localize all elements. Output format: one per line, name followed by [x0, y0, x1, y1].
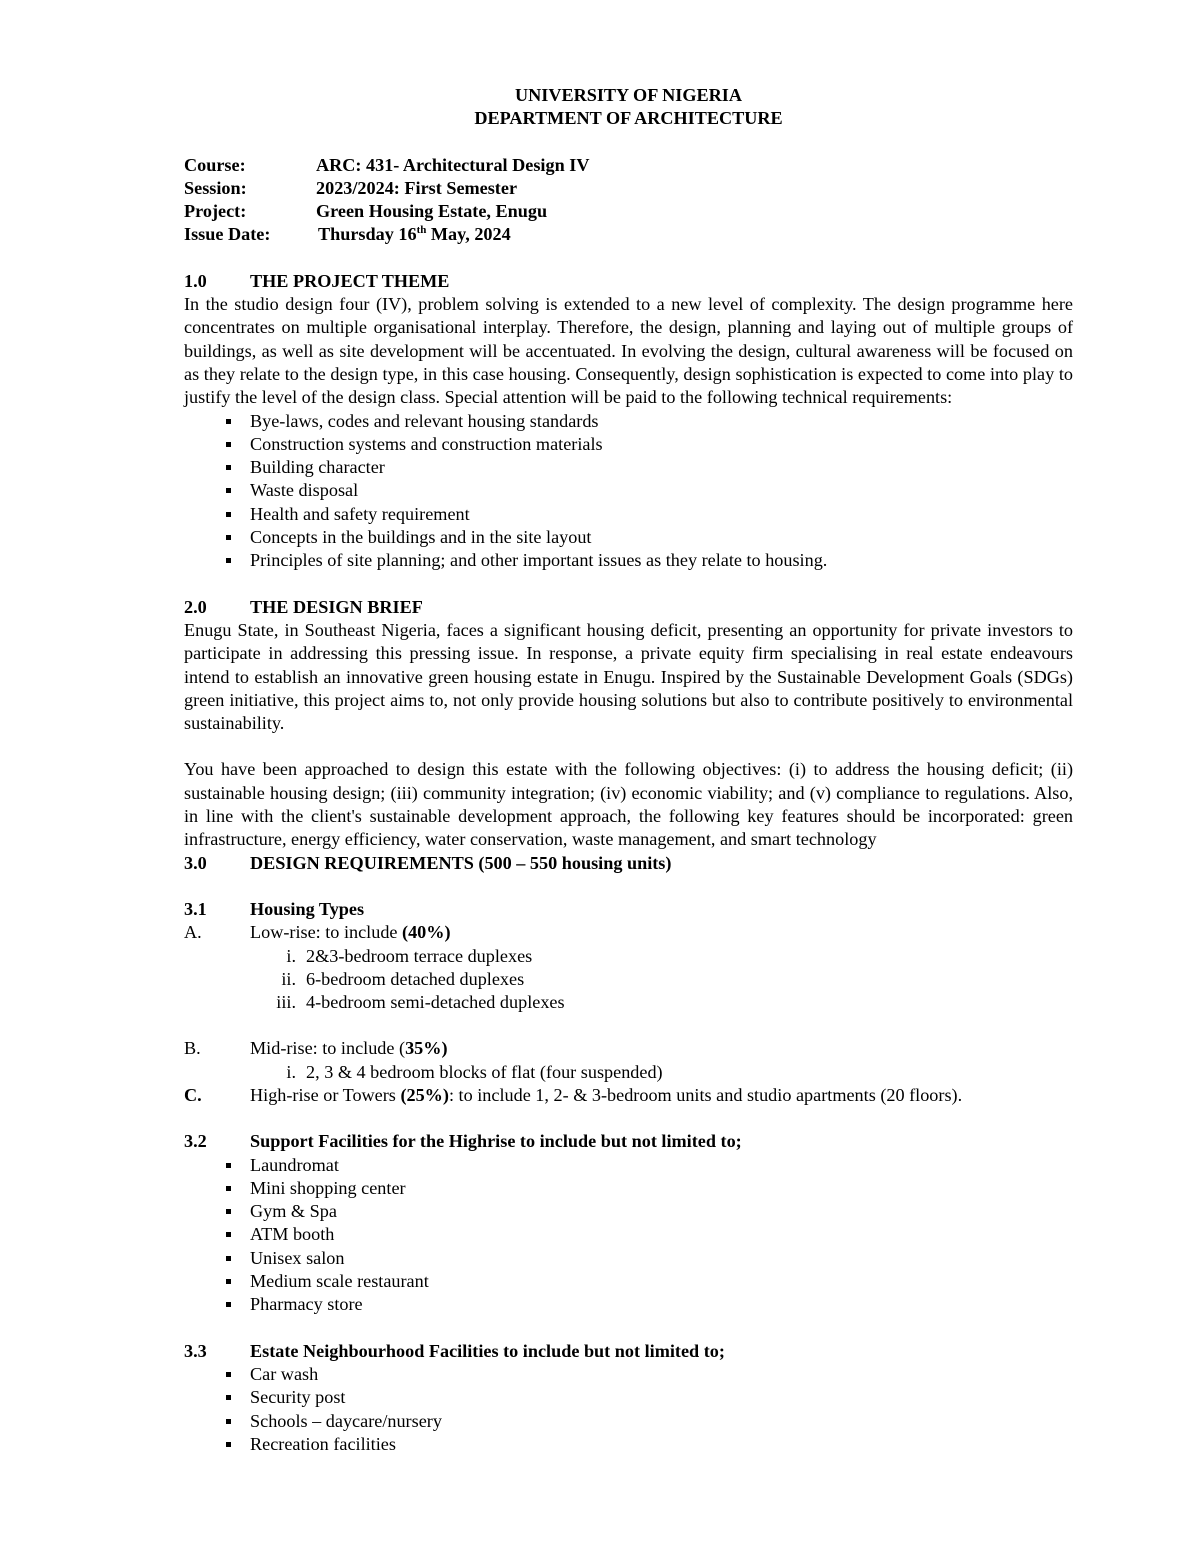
list-item: Concepts in the buildings and in the site layout — [184, 526, 1073, 549]
housing-type-low-rise: A. Low-rise: to include (40%) — [184, 922, 451, 943]
list-item: ii. 6-bedroom detached duplexes — [281, 968, 525, 989]
design-brief-paragraph-2: You have been approached to design this estate with the following objectives: (i) to address the housing deficit; (ii) sustainable housing design; (iii) community integration; (iv) economic viability; and (v) compliance to regulations. Also, in line with the client's sustainable development approach, the following key features should be incorporated: green infrastructure, energy efficiency, water conservation, waste management, and smart technology — [184, 759, 1073, 850]
list-item: Bye-laws, codes and relevant housing standards — [184, 410, 1073, 433]
list-item: Recreation facilities — [184, 1433, 1073, 1456]
document-page — [184, 84, 1073, 1456]
list-item: Waste disposal — [184, 479, 1073, 502]
section-heading-project-theme: 1.0 THE PROJECT THEME — [184, 270, 450, 291]
support-facilities-list — [184, 1154, 1073, 1317]
list-item: Car wash — [184, 1363, 1073, 1386]
list-item: ATM booth — [184, 1223, 1073, 1246]
list-item: Gym & Spa — [184, 1200, 1073, 1223]
section-heading-design-requirements: 3.0 DESIGN REQUIREMENTS (500 – 550 housing units) — [184, 852, 672, 873]
list-item: i. 2, 3 & 4 bedroom blocks of flat (four suspended) — [286, 1061, 663, 1082]
list-item: i. 2&3-bedroom terrace duplexes — [286, 945, 533, 966]
list-item: Unisex salon — [184, 1247, 1073, 1270]
neighbourhood-facilities-list — [184, 1363, 1073, 1456]
list-item: Schools – daycare/nursery — [184, 1410, 1073, 1433]
department-name: DEPARTMENT OF ARCHITECTURE — [474, 108, 783, 129]
list-item: Health and safety requirement — [184, 503, 1073, 526]
project-theme-paragraph: In the studio design four (IV), problem solving is extended to a new level of complexity. The design programme here concentrates on multiple organisational interplay. Therefore, the design, planning and laying out of multiple groups of buildings, as well as site development will be accentuated. In evolving the design, cultural awareness will be focused on as they relate to the design type, in this case housing. Consequently, design sophistication is expected to come into play to justify the level of the design class. Special attention will be paid to the following technical requirements: — [184, 294, 1073, 408]
design-brief-paragraph-1: Enugu State, in Southeast Nigeria, faces a significant housing deficit, presenting an opportunity for private investors to participate in addressing this pressing issue. In response, a private equity firm specialising in real estate endeavours intend to establish an innovative green housing estate in Enugu. Inspired by the Sustainable Development Goals (SDGs) green initiative, this project aims to, not only provide housing solutions but also to contribute positively to environmental sustainability. — [184, 619, 1073, 734]
subsection-heading-support-facilities: 3.2 Support Facilities for the Highrise to include but not limited to; — [184, 1131, 742, 1152]
list-item: Medium scale restaurant — [184, 1270, 1073, 1293]
course-info — [184, 154, 1073, 247]
list-item: iii. 4-bedroom semi-detached duplexes — [276, 992, 565, 1013]
subsection-heading-housing-types: 3.1 Housing Types — [184, 898, 365, 919]
list-item: Building character — [184, 456, 1073, 479]
list-item: Pharmacy store — [184, 1293, 1073, 1316]
list-item: Laundromat — [184, 1154, 1073, 1177]
meta-row-course: Course: ARC: 431- Architectural Design IV — [184, 154, 590, 175]
subsection-heading-neighbourhood-facilities: 3.3 Estate Neighbourhood Facilities to include but not limited to; — [184, 1340, 725, 1361]
meta-row-session: Session: 2023/2024: First Semester — [184, 177, 518, 198]
housing-type-mid-rise: B. Mid-rise: to include (35%) — [184, 1038, 448, 1059]
section-heading-design-brief: 2.0 THE DESIGN BRIEF — [184, 596, 423, 617]
list-item: Construction systems and construction materials — [184, 433, 1073, 456]
meta-row-issue-date: Issue Date: Thursday 16th May, 2024 — [184, 224, 511, 245]
list-item: Mini shopping center — [184, 1177, 1073, 1200]
list-item: Security post — [184, 1386, 1073, 1409]
university-name: UNIVERSITY OF NIGERIA — [514, 85, 743, 105]
meta-row-project: Project: Green Housing Estate, Enugu — [184, 201, 548, 222]
housing-type-high-rise: C. High-rise or Towers (25%): to include 1, 2- & 3-bedroom units and studio apartments (20 floors). — [184, 1084, 963, 1105]
list-item: Principles of site planning; and other important issues as they relate to housing. — [184, 549, 1073, 572]
technical-requirements-list — [184, 410, 1073, 573]
